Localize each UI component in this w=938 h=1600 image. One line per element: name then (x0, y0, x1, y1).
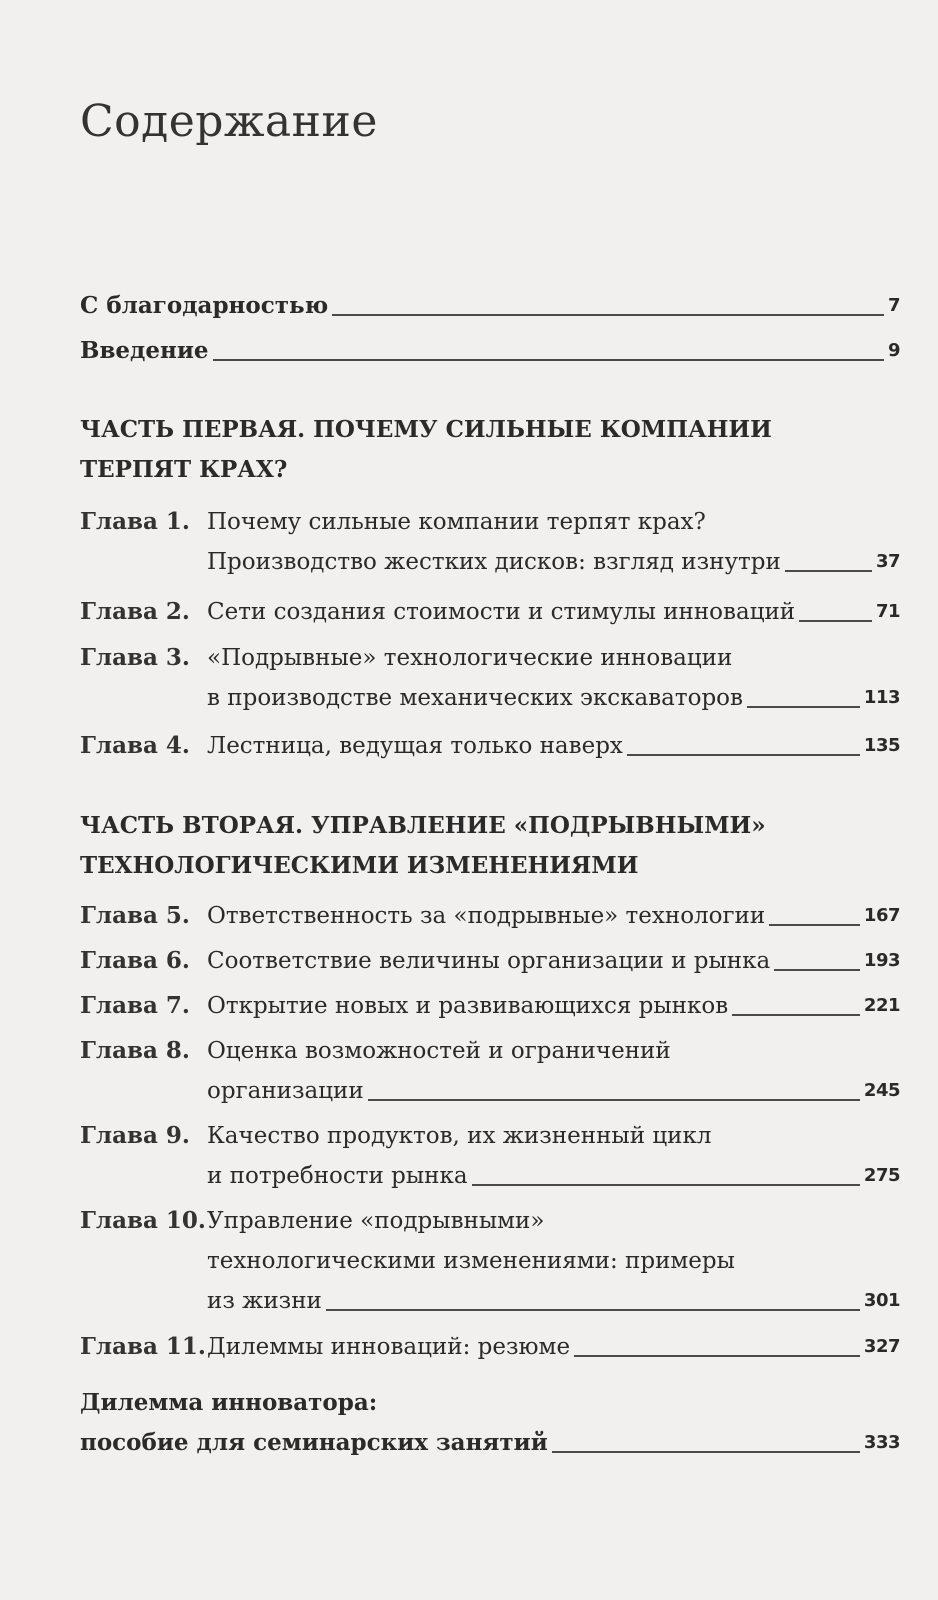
entry-title-line: пособие для семинарских занятий (80, 1429, 548, 1456)
chapter-label: Глава 2. (80, 598, 190, 625)
entry-title: Введение (80, 337, 209, 364)
dot-leader (368, 1099, 860, 1101)
entry-title-line: Управление «подрывными» (207, 1208, 545, 1234)
dot-leader (732, 1014, 860, 1016)
entry-title-line: Производство жестких дисков: взгляд изнутри (207, 549, 781, 575)
chapter-label: Глава 10. (80, 1207, 206, 1234)
entry-title-line: «Подрывные» технологические инновации (207, 645, 733, 671)
page-number: 9 (887, 340, 900, 361)
entry-title-line: Оценка возможностей и ограничений (207, 1038, 671, 1064)
dot-leader (627, 754, 860, 756)
entry-title-line: организации (207, 1078, 364, 1104)
entry-title-line: Качество продуктов, их жизненный цикл (207, 1123, 712, 1149)
page-number: 71 (875, 601, 900, 622)
page-number: 245 (863, 1080, 900, 1101)
part-heading-line: ЧАСТЬ ВТОРАЯ. УПРАВЛЕНИЕ «ПОДРЫВНЫМИ» (80, 812, 766, 839)
page-number: 7 (887, 295, 900, 316)
entry-title-line: Дилемма инноватора: (80, 1389, 378, 1416)
page-number: 221 (863, 995, 900, 1016)
page-number: 275 (863, 1165, 900, 1186)
entry-title-line: Соответствие величины организации и рынка (207, 948, 771, 974)
entry-title-line: Ответственность за «подрывные» технологии (207, 903, 766, 929)
page-number: 167 (863, 905, 900, 926)
part-heading-line: ТЕРПЯТ КРАХ? (80, 456, 288, 483)
page-number: 327 (863, 1336, 900, 1357)
page-number: 135 (863, 735, 900, 756)
entry-title-line: из жизни (207, 1288, 322, 1314)
dot-leader (472, 1184, 860, 1186)
page-number: 37 (875, 551, 900, 572)
chapter-label: Глава 6. (80, 947, 190, 974)
chapter-label: Глава 1. (80, 508, 190, 535)
part-heading-1[interactable] (80, 410, 900, 490)
chapter-label: Глава 8. (80, 1037, 190, 1064)
dot-leader (774, 969, 860, 971)
chapter-label: Глава 3. (80, 644, 190, 671)
entry-title-line: и потребности рынка (207, 1163, 468, 1189)
dot-leader (552, 1451, 860, 1453)
dot-leader (799, 620, 872, 622)
entry-title-line: Лестница, ведущая только наверх (207, 733, 623, 759)
entry-title-line: Сети создания стоимости и стимулы инноваций (207, 599, 796, 625)
entry-title-line: Открытие новых и развивающихся рынков (207, 993, 729, 1019)
dot-leader (785, 570, 872, 572)
entry-title-line: в производстве механических экскаваторов (207, 685, 743, 711)
toc-page (80, 0, 900, 1600)
page-title: Содержание (80, 96, 378, 147)
dot-leader (747, 706, 860, 708)
dot-leader (769, 924, 860, 926)
chapter-label: Глава 5. (80, 902, 190, 929)
page-number: 193 (863, 950, 900, 971)
page-number: 333 (863, 1432, 900, 1453)
part-heading-line: ЧАСТЬ ПЕРВАЯ. ПОЧЕМУ СИЛЬНЫЕ КОМПАНИИ (80, 416, 772, 443)
part-heading-2[interactable] (80, 806, 900, 886)
chapter-label: Глава 9. (80, 1122, 190, 1149)
dot-leader (574, 1355, 860, 1357)
dot-leader (326, 1309, 860, 1311)
entry-title-line: технологическими изменениями: примеры (207, 1248, 735, 1274)
dot-leader (213, 359, 884, 361)
dot-leader (332, 314, 884, 316)
entry-title-line: Почему сильные компании терпят крах? (207, 509, 706, 535)
chapter-label: Глава 11. (80, 1333, 206, 1360)
entry-title-line: Дилеммы инноваций: резюме (207, 1334, 571, 1360)
entry-title: С благодарностью (80, 292, 329, 319)
page-number: 113 (863, 687, 900, 708)
chapter-label: Глава 4. (80, 732, 190, 759)
page-number: 301 (863, 1290, 900, 1311)
chapter-label: Глава 7. (80, 992, 190, 1019)
part-heading-line: ТЕХНОЛОГИЧЕСКИМИ ИЗМЕНЕНИЯМИ (80, 852, 639, 879)
